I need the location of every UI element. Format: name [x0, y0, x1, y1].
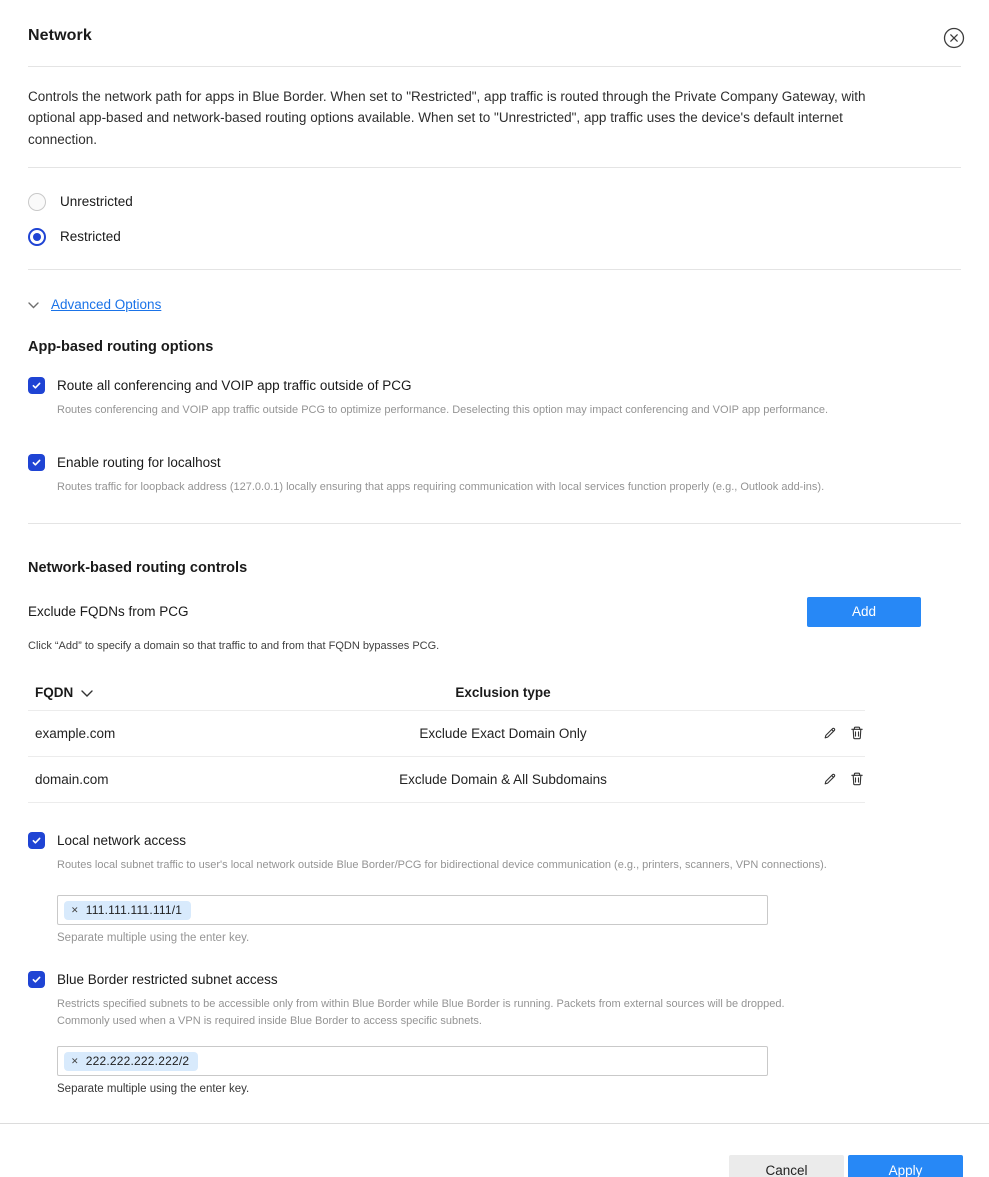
checkbox-checked-icon [28, 971, 45, 988]
app-routing-heading: App-based routing options [28, 338, 214, 355]
checkbox-checked-icon [28, 832, 45, 849]
pencil-icon [822, 775, 838, 790]
table-row [28, 710, 865, 756]
apply-button[interactable]: Apply [848, 1155, 963, 1177]
checkbox-checked-icon [28, 377, 45, 394]
fqdn-table [0, 676, 893, 803]
divider [0, 1123, 989, 1124]
exclude-fqdn-row [0, 597, 989, 627]
radio-selected-icon [28, 228, 46, 246]
checkbox-local-network-access[interactable] [0, 832, 989, 849]
close-icon [943, 37, 965, 52]
checkbox-localhost-routing[interactable] [0, 454, 989, 471]
divider [28, 269, 961, 270]
fqdn-table-header [28, 676, 865, 710]
radio-label: Unrestricted [60, 194, 133, 210]
radio-unselected-icon [28, 193, 46, 211]
checkbox-description: Restricts specified subnets to be accessible only from within Blue Border while Blue Border is running. Packets from external sources will be dropped. Commonly used when a VPN is required inside Blue Border to access specific subnets. [57, 998, 785, 1027]
input-helper-text: Separate multiple using the enter key. [57, 1083, 250, 1096]
edit-button[interactable] [822, 725, 838, 741]
radio-unrestricted[interactable] [28, 193, 961, 211]
remove-tag-icon[interactable]: ✕ [71, 1055, 79, 1066]
subnet-tag-value: 111.111.111.111/1 [85, 903, 183, 918]
table-row [28, 756, 865, 802]
exclude-fqdn-helper: Click “Add” to specify a domain so that traffic to and from that FQDN bypasses PCG. [28, 639, 440, 652]
trash-icon [849, 729, 865, 744]
advanced-options-link[interactable]: Advanced Options [51, 297, 162, 313]
exclusion-type-cell: Exclude Domain & All Subdomains [399, 771, 607, 787]
chevron-down-icon[interactable] [28, 296, 39, 314]
subnet-tag-chip [64, 1052, 198, 1071]
checkbox-label: Enable routing for localhost [57, 455, 221, 471]
restricted-subnet-input[interactable] [57, 1046, 768, 1076]
advanced-options-toggle [0, 296, 989, 314]
network-mode-radio-group [0, 193, 989, 246]
delete-button[interactable] [849, 771, 865, 787]
exclusion-type-column-header: Exclusion type [455, 685, 551, 701]
divider [28, 523, 961, 524]
local-network-subnet-input[interactable] [57, 895, 768, 925]
checkbox-description: Routes traffic for loopback address (127.0.0.1) locally ensuring that apps requiring communication with local services function properly (e.g., Outlook add-ins). [57, 481, 825, 494]
checkbox-label: Route all conferencing and VOIP app traffic outside of PCG [57, 377, 412, 393]
pencil-icon [822, 729, 838, 744]
divider [28, 167, 961, 168]
fqdn-column-header[interactable] [28, 685, 338, 700]
divider [28, 66, 961, 67]
exclude-fqdn-label: Exclude FQDNs from PCG [28, 604, 189, 620]
trash-icon [849, 775, 865, 790]
checkbox-description: Routes conferencing and VOIP app traffic outside PCG to optimize performance. Deselecting this option may impact conferencing and VOIP app performance. [57, 403, 829, 416]
divider [28, 802, 865, 803]
checkbox-description: Routes local subnet traffic to user's local network outside Blue Border/PCG for bidirectional device communication (e.g., printers, scanners, VPN connections). [57, 858, 827, 871]
checkbox-label: Local network access [57, 832, 187, 848]
subnet-tag-chip [64, 901, 191, 920]
delete-button[interactable] [849, 725, 865, 741]
remove-tag-icon[interactable]: ✕ [71, 904, 79, 915]
checkbox-restricted-subnet-access[interactable] [0, 971, 989, 988]
input-helper-text: Separate multiple using the enter key. [57, 932, 250, 945]
page-title: Network [28, 27, 92, 44]
radio-restricted[interactable] [28, 228, 961, 246]
dialog-header [0, 0, 989, 49]
subnet-tag-value: 222.222.222.222/2 [85, 1054, 190, 1069]
fqdn-cell: domain.com [35, 771, 109, 787]
radio-label: Restricted [60, 229, 121, 245]
cancel-button[interactable]: Cancel [729, 1155, 844, 1177]
fqdn-cell: example.com [35, 725, 116, 741]
close-button[interactable] [943, 27, 965, 49]
edit-button[interactable] [822, 771, 838, 787]
network-routing-heading: Network-based routing controls [28, 559, 248, 576]
fqdn-column-label: FQDN [35, 685, 74, 701]
checkbox-label: Blue Border restricted subnet access [57, 972, 278, 988]
dialog-footer [0, 1155, 989, 1177]
add-fqdn-button[interactable]: Add [807, 597, 921, 627]
sort-chevron-down-icon [81, 685, 93, 700]
checkbox-checked-icon [28, 454, 45, 471]
checkbox-voip-routing[interactable] [0, 377, 989, 394]
dialog-description: Controls the network path for apps in Blue Border. When set to "Restricted", app traffic is routed through the Private Company Gateway, with optional app-based and network-based routing options available. When set to "Unrestricted", app traffic uses the device's default internet connection. [28, 89, 866, 147]
exclusion-type-cell: Exclude Exact Domain Only [419, 725, 587, 741]
